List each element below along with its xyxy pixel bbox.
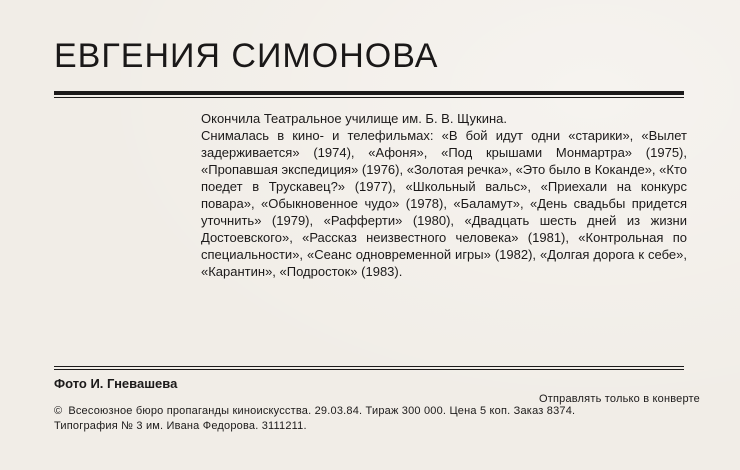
copyright-icon: © — [54, 405, 63, 417]
footer-rule-bottom — [54, 369, 684, 370]
bio-filmography-paragraph: Снималась в кино- и телефильмах: «В бой идут одни «старики», «Вылет задерживается» (1974), «Афоня», «Под крышами Монмартра» (1975), «Пропавшая экспедиция» (1976), «Золотая речка», «Это было в Коканде», «Кто поедет в Трускавец?» (1977), «Школьный вальс», «Приехали на конкурс повара», «Обыкновенное чудо» (1978), «Баламут», «День свадьбы придется уточнить» (1979), «Рафферти» (1980), «Двадцать шесть дней из жизни Достоевского», «Рассказ неизвестного человека» (1981), «Контрольная по специальности», «Сеанс одновременной игры» (1982), «Долгая дорога к себе», «Карантин», «Подросток» (1983). — [201, 128, 687, 279]
photo-credit: Фото И. Гневашева — [54, 376, 178, 391]
biography-text — [201, 110, 687, 280]
actress-name-title: ЕВГЕНИЯ СИМОНОВА — [54, 37, 439, 75]
imprint-publisher: Всесоюзное бюро пропаганды киноискусства. 29.03.84. Тираж 300 000. Цена 5 коп. Заказ 8374. — [68, 405, 576, 417]
footer-rule-top — [54, 366, 684, 367]
publisher-imprint — [54, 404, 575, 434]
header-rule-thin — [54, 97, 684, 98]
header-rule-thick — [54, 91, 684, 95]
bio-education-line: Окончила Театральное училище им. Б. В. Щукина. — [201, 111, 508, 126]
imprint-line-1 — [54, 404, 575, 419]
imprint-line-2: Типография № 3 им. Ивана Федорова. 3111211. — [54, 420, 307, 432]
send-instructions: Отправлять только в конверте — [538, 393, 700, 405]
